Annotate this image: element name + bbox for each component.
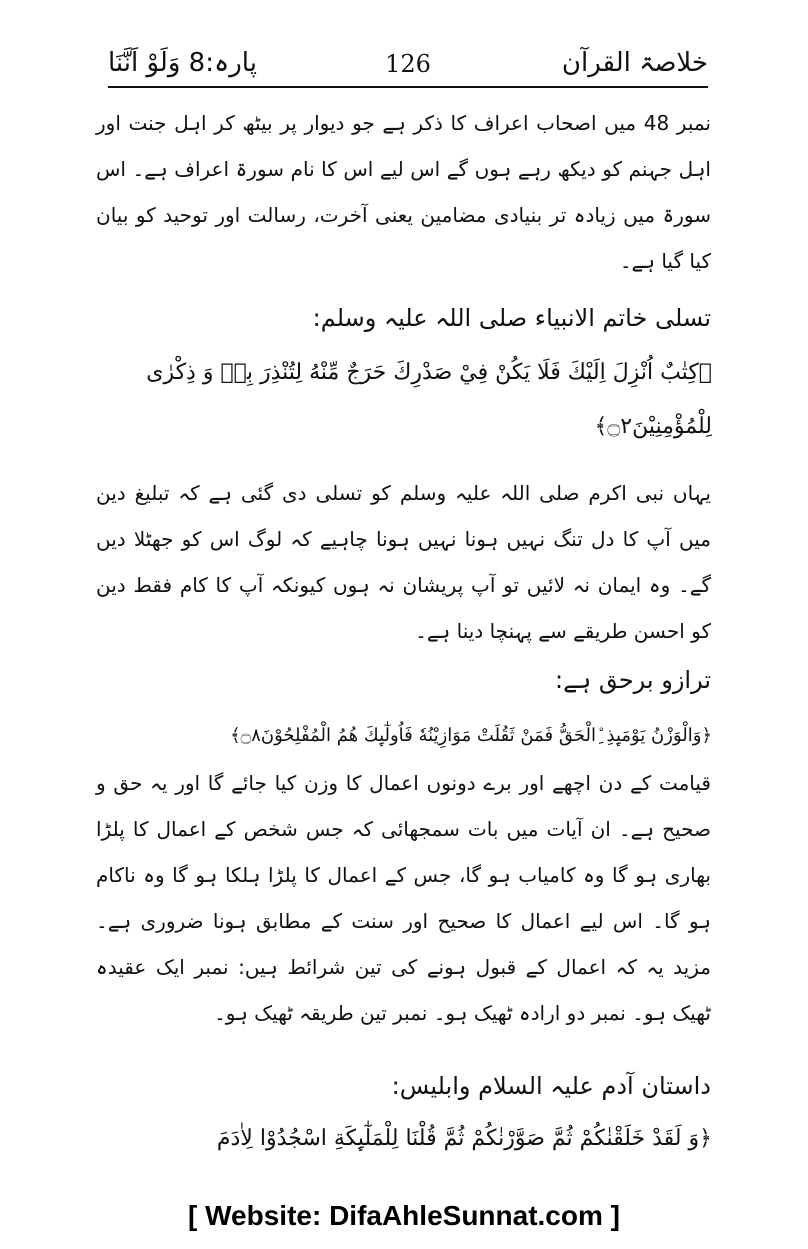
heading-consolation: تسلی خاتم الانبیاء صلی اللہ علیہ وسلم: [312,304,711,332]
ayah-kitabun-unzila: ﴿كِتٰبٌ اُنْزِلَ اِلَيْكَ فَلَا يَكُنْ فِيْ صَدْرِكَ حَرَجٌ مِّنْهُ لِتُنْذِرَ بِهٖ وَ ذِكْرٰى لِلْمُؤْمِنِيْنَ۝۲﴾ [146,360,712,439]
paragraph-consolation: یہاں نبی اکرم صلی اللہ علیہ وسلم کو تسلی دی گئی ہے کہ تبلیغ دین میں آپ کا دل تنگ نہیں ہونا نہیں ہونا چاہیے کہ لوگ اس کو جھٹلا دیں گے۔ وہ ایمان نہ لائیں تو آپ پریشان نہ ہوں کیونکہ آپ کا کام فقط دین کو احسن طریقے سے پہنچا دینا ہے۔ [96,481,711,643]
heading-adam-iblees: داستان آدم علیہ السلام وابلیس: [391,1072,711,1100]
para-label: پارہ:8 وَلَوْ اَنَّنَا [108,48,257,78]
paragraph-surah-intro: نمبر 48 میں اصحاب اعراف کا ذکر ہے جو دیوار پر بیٹھ کر اہل جنت اور اہل جہنم کو دیکھ رہے ہوں گے اس لیے اس کا نام سورۃ اعراف ہے۔ اس سورۃ میں زیادہ تر بنیادی مضامین یعنی آخرت، رسالت اور توحید کو بیان کیا گیا ہے۔ [96,111,711,273]
website-footer: [ Website: DifaAhleSunnat.com ] [188,1200,620,1231]
page-number: 126 [385,50,431,78]
page-header [108,42,708,86]
ayah-wa-laqad: ﴿وَ لَقَدْ خَلَقْنٰكُمْ ثُمَّ صَوَّرْنٰكُمْ ثُمَّ قُلْنَا لِلْمَلٰٓىِٕكَةِ اسْجُدُوْا لِاٰدَمَ [216,1126,712,1151]
paragraph-scale: قیامت کے دن اچھے اور برے دونوں اعمال کا وزن کیا جائے گا اور یہ حق و صحیح ہے۔ ان آیات میں بات سمجھائی کہ جس شخص کے اعمال کا پلڑا بھاری ہو گا وہ کامیاب ہو گا، جس کے اعمال کا پلڑا ہلکا ہو گا وہ ناکام ہو گا۔ اس لیے اعمال کا صحیح اور سنت کے مطابق ہونا ضروری ہے۔ مزید یہ کہ اعمال کے قبول ہونے کی تین شرائط ہیں: نمبر ایک عقیدہ ٹھیک ہو۔ نمبر دو ارادہ ٹھیک ہو۔ نمبر تین طریقہ ٹھیک ہو۔ [96,771,711,1025]
header-divider [108,86,708,88]
ayah-al-wazn: ﴿وَالْوَزْنُ يَوْمَىِٕذِ ِۨالْحَقُّ فَمَنْ ثَقُلَتْ مَوَازِيْنُهٗ فَاُولٰٓىِٕكَ هُمُ الْمُفْلِحُوْنَ۝۸﴾ [230,725,712,746]
heading-scale: ترازو برحق ہے: [554,666,711,694]
book-title: خلاصۃ القرآن [561,48,708,78]
